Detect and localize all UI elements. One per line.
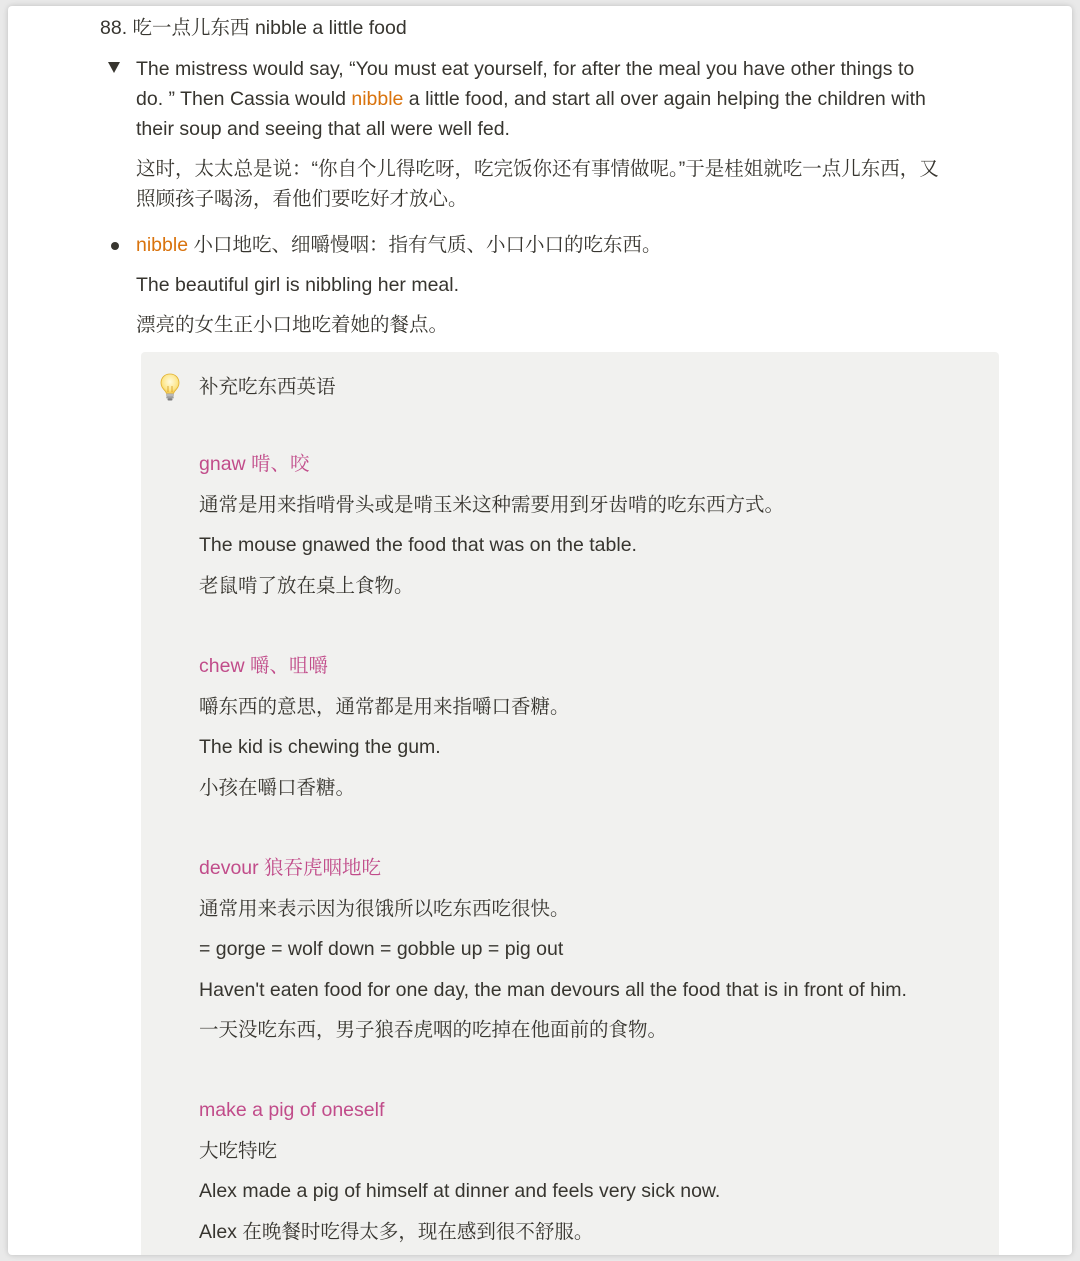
section-heading: 88. 吃一点儿东西 nibble a little food [100, 17, 407, 39]
entry-line: Haven't eaten food for one day, the man devours all the food that is in front of him. [199, 978, 907, 1001]
passage-text: do. ” Then Cassia would [136, 88, 352, 110]
callout-box [141, 352, 999, 1255]
vocab-entry-chew [199, 651, 989, 813]
entry-line: 通常是用来指啃骨头或是啃玉米这种需要用到牙齿啃的吃东西方式。 [199, 493, 785, 516]
entry-line: Alex made a pig of himself at dinner and feels very sick now. [199, 1180, 721, 1202]
entry-term: make a pig of oneself [199, 1099, 385, 1121]
vocab-word: nibble [136, 234, 189, 256]
entry-line: 小孩在嚼口香糖。 [199, 776, 356, 799]
callout-title: 补充吃东西英语 [199, 376, 336, 398]
entry-term: devour 狼吞虎咽地吃 [199, 857, 382, 879]
passage-text: a little food, and start all over again helping the children with [403, 88, 926, 110]
entry-term: gnaw 啃、咬 [199, 453, 310, 475]
entry-line: = gorge = wolf down = gobble up = pig out [199, 938, 564, 960]
vocab-entry-make-a-pig [199, 1095, 989, 1255]
english-passage-line-1: The mistress would say, “You must eat yourself, for after the meal you have other things to [136, 58, 915, 80]
entry-line: 老鼠啃了放在桌上食物。 [199, 574, 414, 597]
vocab-entry-devour [199, 853, 989, 1056]
entry-line: 嚼东西的意思，通常都是用来指嚼口香糖。 [199, 695, 570, 718]
toggle-triangle-icon[interactable] [108, 62, 120, 73]
toggle-content [136, 54, 996, 214]
bullet-dot-icon [111, 242, 119, 250]
vocab-meaning: 小口地吃、细嚼慢咽：指有气质、小口小口的吃东西。 [188, 234, 662, 256]
highlighted-word: nibble [351, 88, 404, 110]
entry-line: The mouse gnawed the food that was on the table. [199, 534, 637, 556]
entry-term: chew 嚼、咀嚼 [199, 655, 328, 677]
bullet-content [136, 230, 996, 340]
entry-line: 一天没吃东西，男子狼吞虎咽的吃掉在他面前的食物。 [199, 1019, 668, 1041]
example-chinese: 漂亮的女生正小口地吃着她的餐点。 [136, 314, 449, 336]
entry-line: 大吃特吃 [199, 1139, 278, 1162]
english-passage-line-3: their soup and seeing that all were well fed. [136, 118, 510, 140]
example-english: The beautiful girl is nibbling her meal. [136, 274, 460, 296]
entry-line: The kid is chewing the gum. [199, 736, 441, 758]
page-frame [8, 6, 1072, 1255]
lightbulb-icon [159, 372, 181, 402]
english-passage-line-2 [136, 84, 996, 114]
entry-line: 通常用来表示因为很饿所以吃东西吃很快。 [199, 897, 570, 920]
chinese-passage-line-1: 这时，太太总是说：“你自个儿得吃呀，吃完饭你还有事情做呢。”于是桂姐就吃一点儿东西，又 [136, 158, 939, 180]
vocab-definition [136, 230, 996, 260]
vocab-entry-gnaw [199, 449, 989, 611]
entry-line: Alex 在晚餐时吃得太多，现在感到很不舒服。 [199, 1220, 594, 1243]
chinese-passage-line-2: 照顾孩子喝汤，看他们要吃好才放心。 [136, 188, 468, 210]
